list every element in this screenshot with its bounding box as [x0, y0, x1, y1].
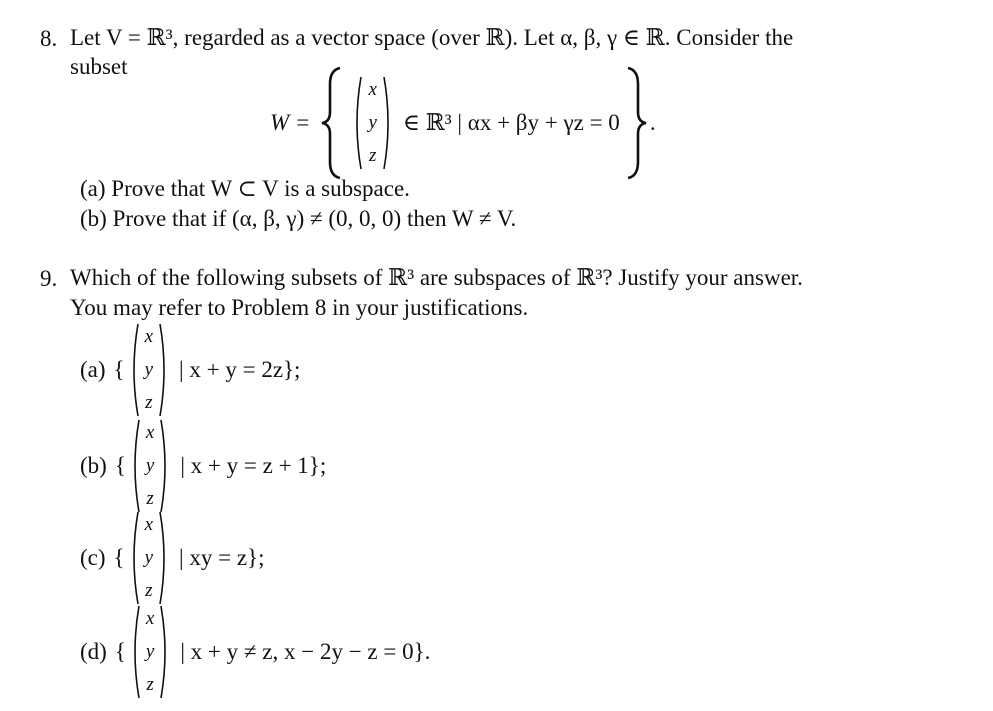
problem-8-set-definition	[270, 64, 656, 182]
vector-entry-y: y	[144, 359, 154, 380]
right-paren	[159, 322, 169, 418]
left-paren	[352, 75, 362, 171]
vector-entry-z: z	[146, 488, 154, 509]
vector-entry-x: x	[145, 608, 155, 629]
problem-8-intro-line-1: Let V = ℝ³, regarded as a vector space (over ℝ). Let α, β, γ ∈ ℝ. Consider the	[70, 25, 794, 50]
right-paren	[160, 418, 170, 514]
set-condition: ∈ ℝ³ | αx + βy + γz = 0	[402, 110, 620, 135]
item-label: (a)	[80, 357, 106, 382]
item-open-brace: {	[113, 357, 125, 382]
left-paren	[130, 604, 140, 700]
problem-8-part-b	[80, 205, 516, 233]
vector-entry-z: z	[368, 145, 377, 166]
problem-9-intro-line-1: Which of the following subsets of ℝ³ are subspaces of ℝ³? Justify your answer.	[70, 265, 803, 290]
set-end-period: .	[649, 110, 656, 135]
problem-8-part-a	[80, 175, 410, 203]
vector-entry-x: x	[145, 422, 155, 443]
vector-entry-x: x	[368, 79, 377, 100]
right-paren	[383, 75, 393, 171]
left-paren	[129, 510, 139, 606]
item-label: (d)	[80, 639, 107, 664]
part-label: (b)	[80, 206, 107, 231]
vector-entry-z: z	[145, 580, 153, 601]
vector-entry-z: z	[146, 674, 154, 695]
vector-xyz	[129, 510, 169, 606]
problem-8-intro-line-2: subset	[70, 54, 128, 79]
vector-entry-y: y	[144, 547, 154, 568]
vector-entry-y: y	[368, 112, 377, 133]
vector-xyz	[130, 604, 170, 700]
part-text: Prove that W ⊂ V is a subspace.	[111, 176, 410, 201]
item-open-brace: {	[113, 545, 125, 570]
item-condition: | xy = z};	[179, 545, 265, 570]
problem-9-item-d	[80, 604, 430, 700]
right-paren	[160, 604, 170, 700]
problem-8-number: 8.	[40, 26, 58, 51]
vector-xyz	[129, 322, 169, 418]
problem-9-item-c	[80, 510, 264, 606]
vector-xyz	[130, 418, 170, 514]
item-open-brace: {	[114, 639, 126, 664]
item-label: (c)	[80, 545, 106, 570]
vector-entry-z: z	[145, 392, 153, 413]
vector-xyz	[352, 75, 392, 171]
problem-9-number: 9.	[40, 266, 58, 291]
left-paren	[129, 322, 139, 418]
item-condition: | x + y ≠ z, x − 2y − z = 0}.	[180, 639, 431, 664]
right-brace	[620, 64, 650, 182]
part-text: Prove that if (α, β, γ) ≠ (0, 0, 0) then W ≠ V.	[112, 206, 517, 231]
set-lhs: W =	[270, 110, 311, 135]
part-label: (a)	[80, 176, 106, 201]
vector-entry-y: y	[145, 455, 155, 476]
problem-9-item-a	[80, 322, 300, 418]
item-condition: | x + y = 2z};	[179, 357, 301, 382]
problem-9-intro-line-2: You may refer to Problem 8 in your justifications.	[70, 295, 529, 320]
right-paren	[159, 510, 169, 606]
left-brace	[318, 64, 348, 182]
left-paren	[130, 418, 140, 514]
vector-entry-x: x	[144, 514, 154, 535]
item-label: (b)	[80, 453, 107, 478]
vector-entry-y: y	[145, 641, 155, 662]
problem-9-item-b	[80, 418, 326, 514]
item-open-brace: {	[114, 453, 126, 478]
vector-entry-x: x	[144, 326, 154, 347]
item-condition: | x + y = z + 1};	[180, 453, 327, 478]
